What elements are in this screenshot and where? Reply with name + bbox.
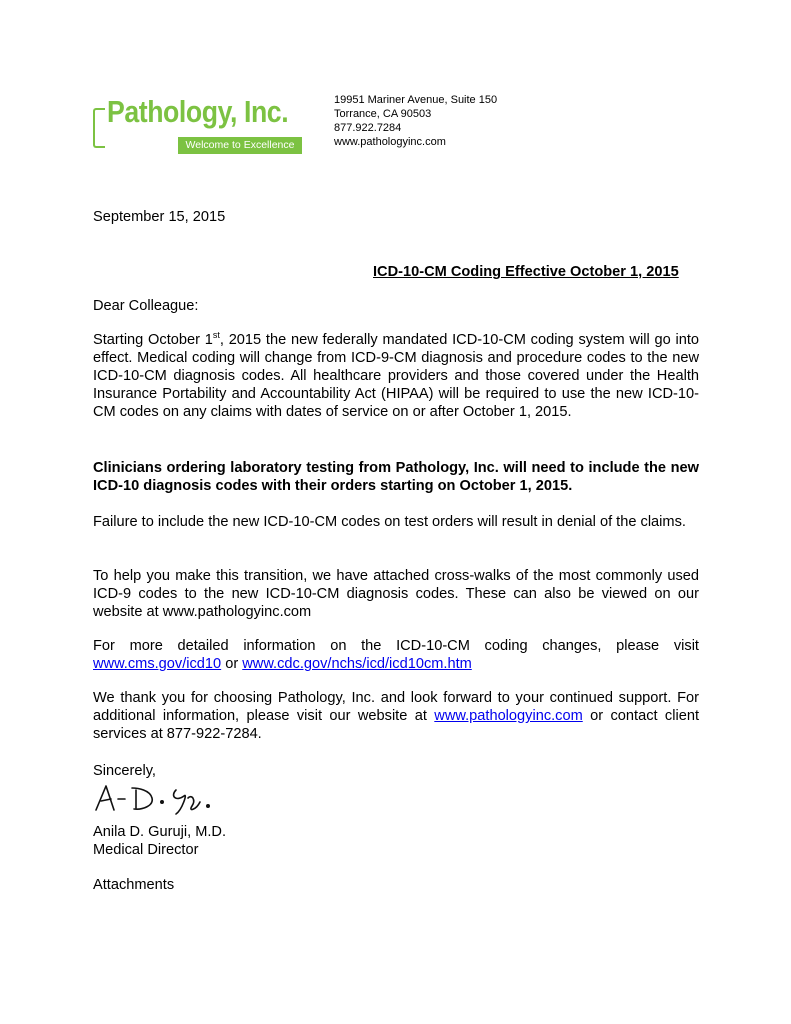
paragraph-clinicians-notice: Clinicians ordering laboratory testing from Pathology, Inc. will need to include the new ICD-10 diagnosis codes with their orders starting on October 1, 2015. xyxy=(93,460,699,494)
signer-name: Anila D. Guruji, M.D. xyxy=(93,824,226,840)
paragraph-thanks xyxy=(93,689,699,743)
ordinal-suffix: st xyxy=(212,330,220,340)
handwritten-signature xyxy=(92,780,242,820)
paragraph-more-info xyxy=(93,637,699,673)
logo-name: Pathology, Inc. xyxy=(107,94,289,129)
link-separator: or xyxy=(221,656,243,672)
pathology-inc-logo xyxy=(93,92,315,158)
paragraph-intro xyxy=(93,331,699,421)
contact-text: or contact client services at 877-922-7284. xyxy=(93,708,699,742)
salutation: Dear Colleague: xyxy=(93,298,199,314)
cms-icd10-link[interactable]: www.cms.gov/icd10 xyxy=(93,656,222,672)
address-line: Torrance, CA 90503 xyxy=(334,108,432,120)
thanks-text: We thank you for choosing Pathology, Inc. and look forward to your continued support. For additional information, please visit our website at xyxy=(93,690,699,724)
letter-date: September 15, 2015 xyxy=(93,209,226,225)
phone-line: 877.922.7284 xyxy=(334,122,402,134)
paragraph-crosswalks: To help you make this transition, we have attached cross-walks of the most commonly used ICD-9 codes to the new ICD-10-CM diagnosis codes. These can also be viewed on our website at www.pathologyinc.com xyxy=(93,568,699,620)
paragraph-failure-warning: Failure to include the new ICD-10-CM codes on test orders will result in denial of the claims. xyxy=(93,514,686,530)
more-info-text: For more detailed information on the ICD-10-CM coding changes, please visit xyxy=(93,638,699,654)
attachments-label: Attachments xyxy=(93,877,175,893)
letterhead-address xyxy=(334,93,497,149)
letter-subject: ICD-10-CM Coding Effective October 1, 2015 xyxy=(373,264,679,280)
cdc-icd10cm-link[interactable]: www.cdc.gov/nchs/icd/icd10cm.htm xyxy=(242,656,472,672)
address-line: 19951 Mariner Avenue, Suite 150 xyxy=(334,94,498,106)
paragraph-intro-rest: , 2015 the new federally mandated ICD-10-CM coding system will go into effect. Medical coding will change from ICD-9-CM diagnosis and procedure codes to the new ICD-10-CM diagnosis codes. All healthcare providers and those covered under the Health Insurance Portability and Accountability Act (HIPAA) will be required to use the new ICD-10-CM codes on any claims with dates of service on or after October 1, 2015. xyxy=(93,332,699,420)
signer-title: Medical Director xyxy=(93,842,199,858)
logo-tagline: Welcome to Excellence xyxy=(178,137,302,154)
closing: Sincerely, xyxy=(93,763,156,779)
logo-bracket-shape xyxy=(93,108,105,148)
website-line: www.pathologyinc.com xyxy=(334,136,446,148)
pathologyinc-website-link[interactable]: www.pathologyinc.com xyxy=(434,708,583,724)
paragraph-intro-start: Starting October 1 xyxy=(93,332,213,348)
